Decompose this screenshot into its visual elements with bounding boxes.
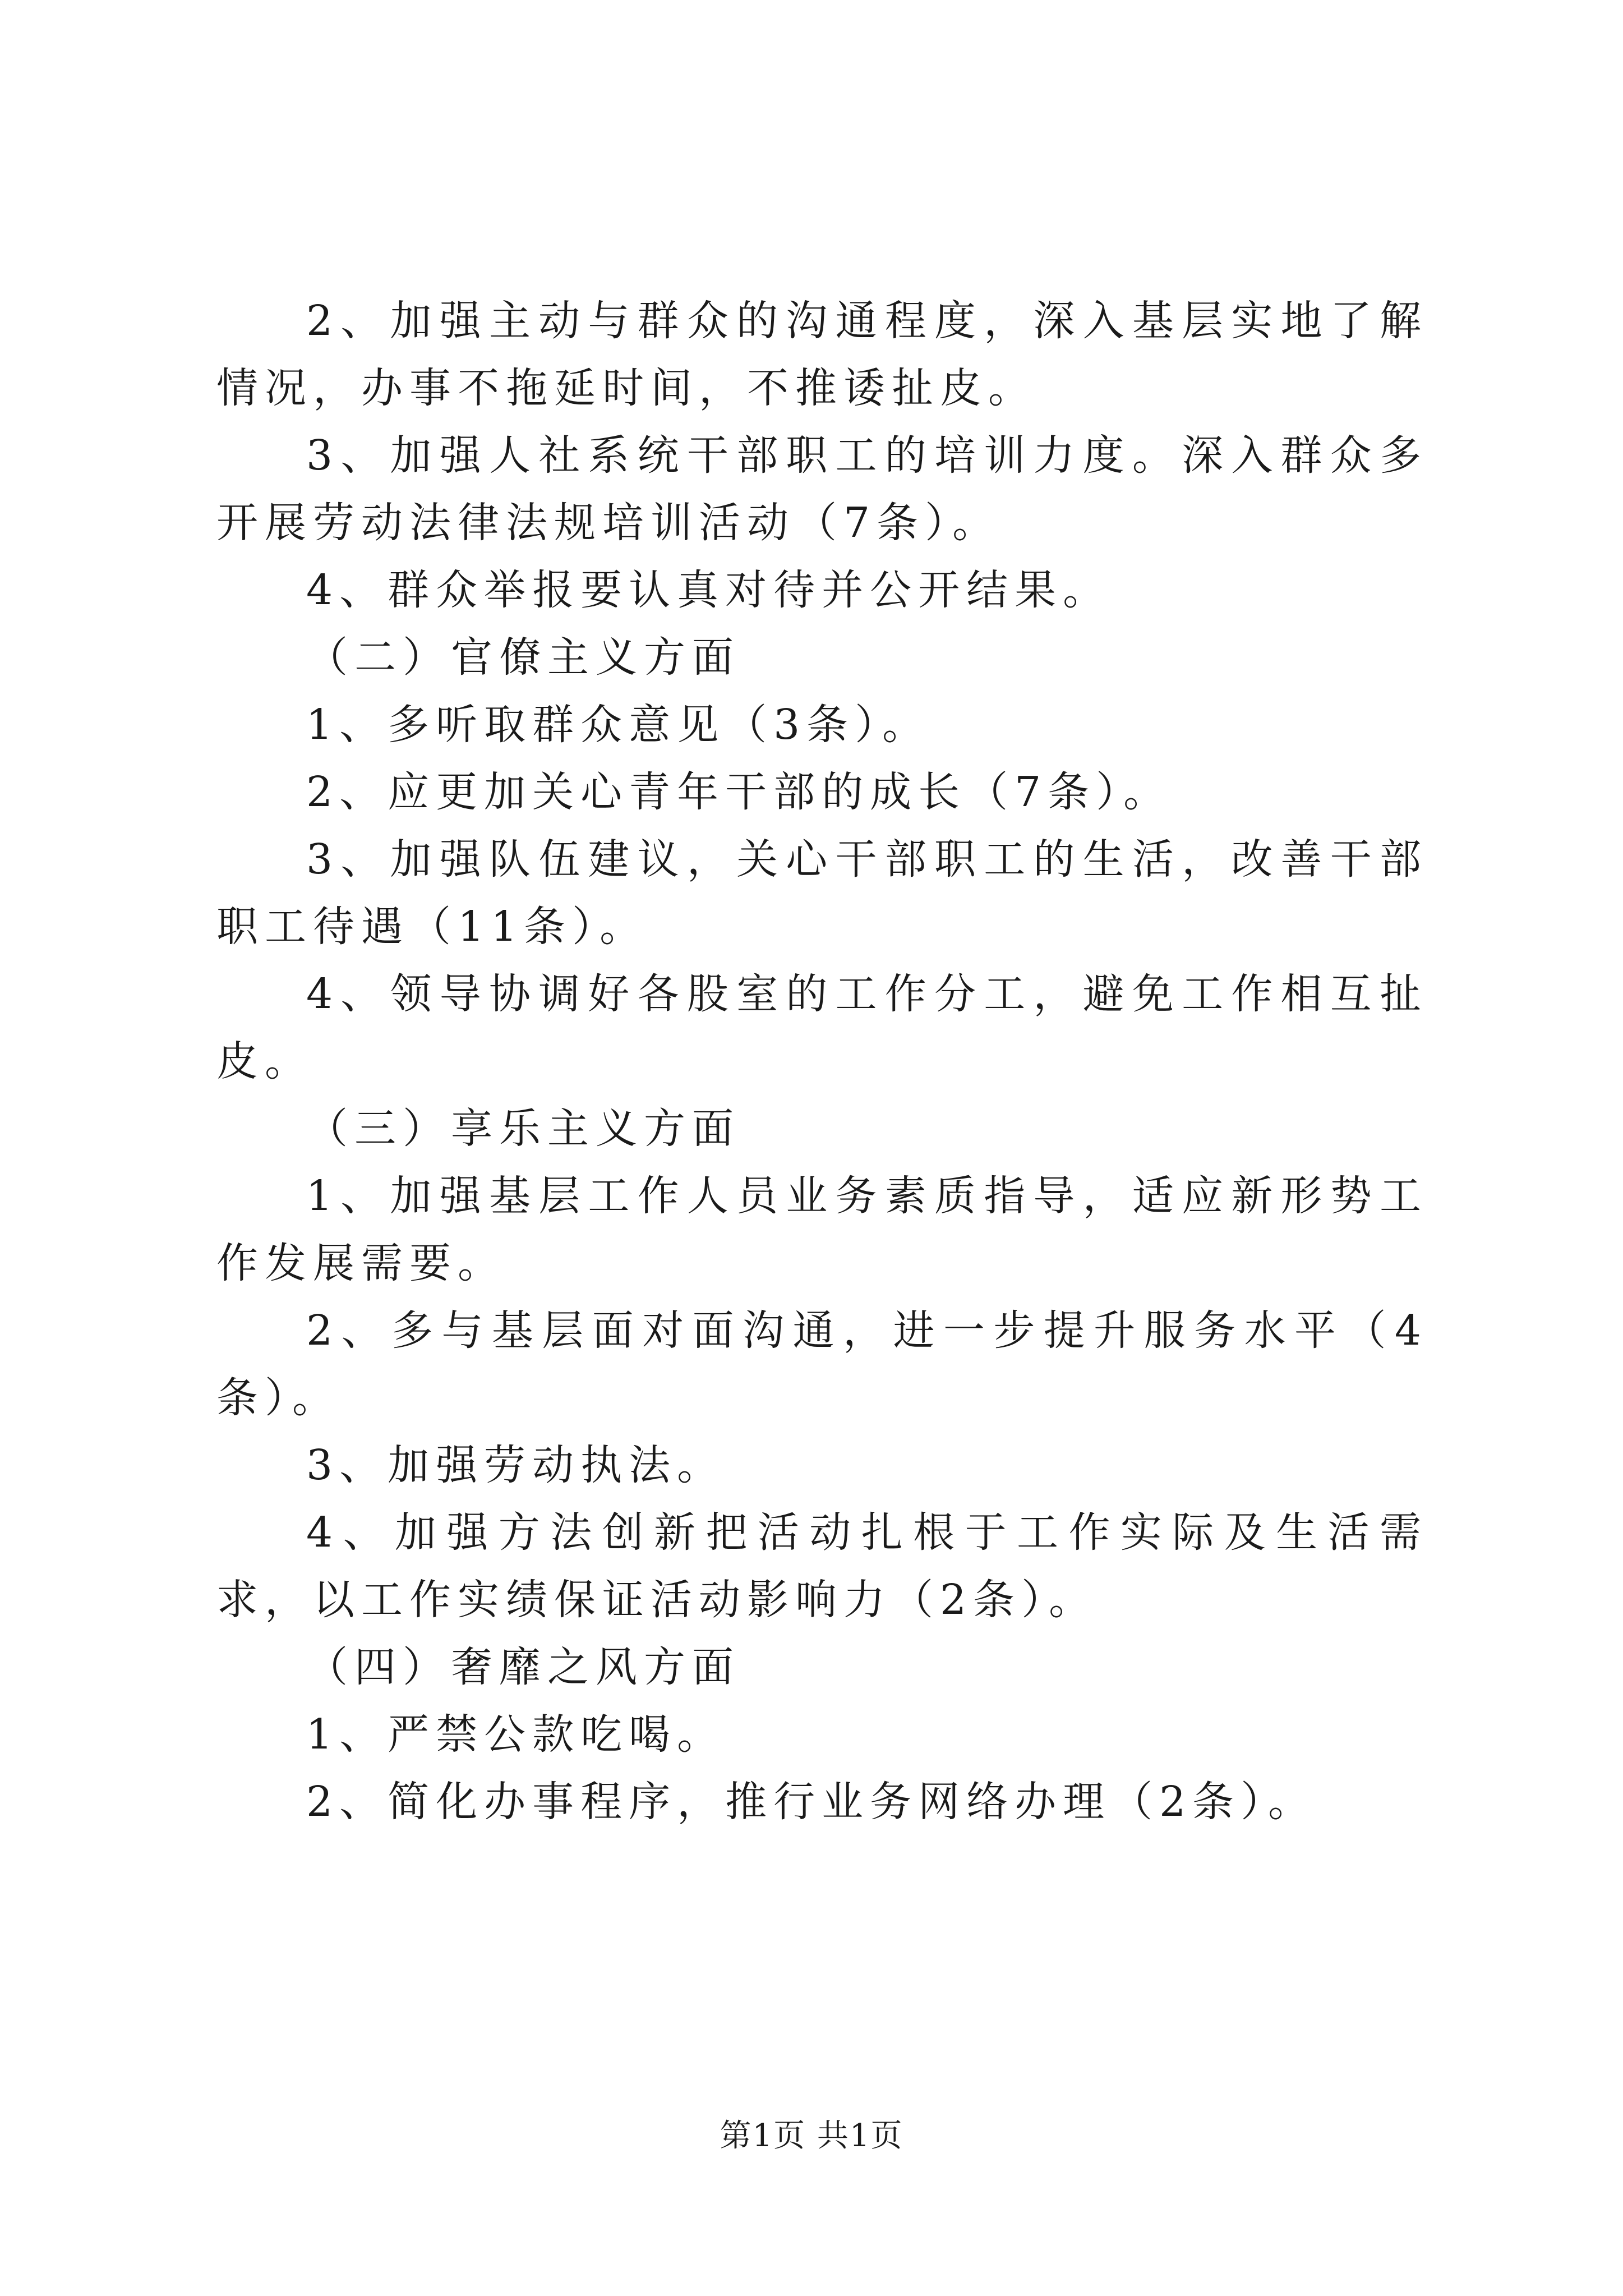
paragraph: 4、加强方法创新把活动扎根于工作实际及生活需求，以工作实绩保证活动影响力（2条）。	[216, 1508, 1428, 1624]
paragraph: 1、多听取群众意见（3条）。	[306, 701, 931, 749]
paragraph: 1、加强基层工作人员业务素质指导，适应新形势工作发展需要。	[216, 1172, 1428, 1287]
paragraph: 1、严禁公款吃喝。	[306, 1710, 726, 1759]
section-heading: （二）官僚主义方面	[306, 633, 740, 682]
page-footer	[0, 2114, 1623, 2159]
paragraph: 3、加强队伍建议，关心干部职工的生活，改善干部职工待遇（11条）。	[216, 835, 1428, 951]
paragraph: 2、多与基层面对面沟通，进一步提升服务水平（4条）。	[216, 1306, 1428, 1422]
paragraph: 2、应更加关心青年干部的成长（7条）。	[306, 768, 1172, 816]
section-heading: （四）奢靡之风方面	[306, 1643, 740, 1691]
paragraph: 3、加强劳动执法。	[306, 1441, 726, 1489]
paragraph: 2、加强主动与群众的沟通程度，深入基层实地了解情况，办事不拖延时间，不推诿扯皮。	[216, 297, 1428, 412]
paragraph: 4、群众举报要认真对待并公开结果。	[306, 566, 1112, 614]
paragraph: 3、加强人社系统干部职工的培训力度。深入群众多开展劳动法律法规培训活动（7条）。	[216, 431, 1428, 547]
page-number-label: 第1页 共1页	[720, 2118, 903, 2154]
paragraph: 2、简化办事程序，推行业务网络办理（2条）。	[306, 1778, 1317, 1826]
section-heading: （三）享乐主义方面	[306, 1105, 740, 1153]
document-body	[216, 287, 1428, 1835]
paragraph: 4、领导协调好各股室的工作分工，避免工作相互扯皮。	[216, 970, 1428, 1085]
